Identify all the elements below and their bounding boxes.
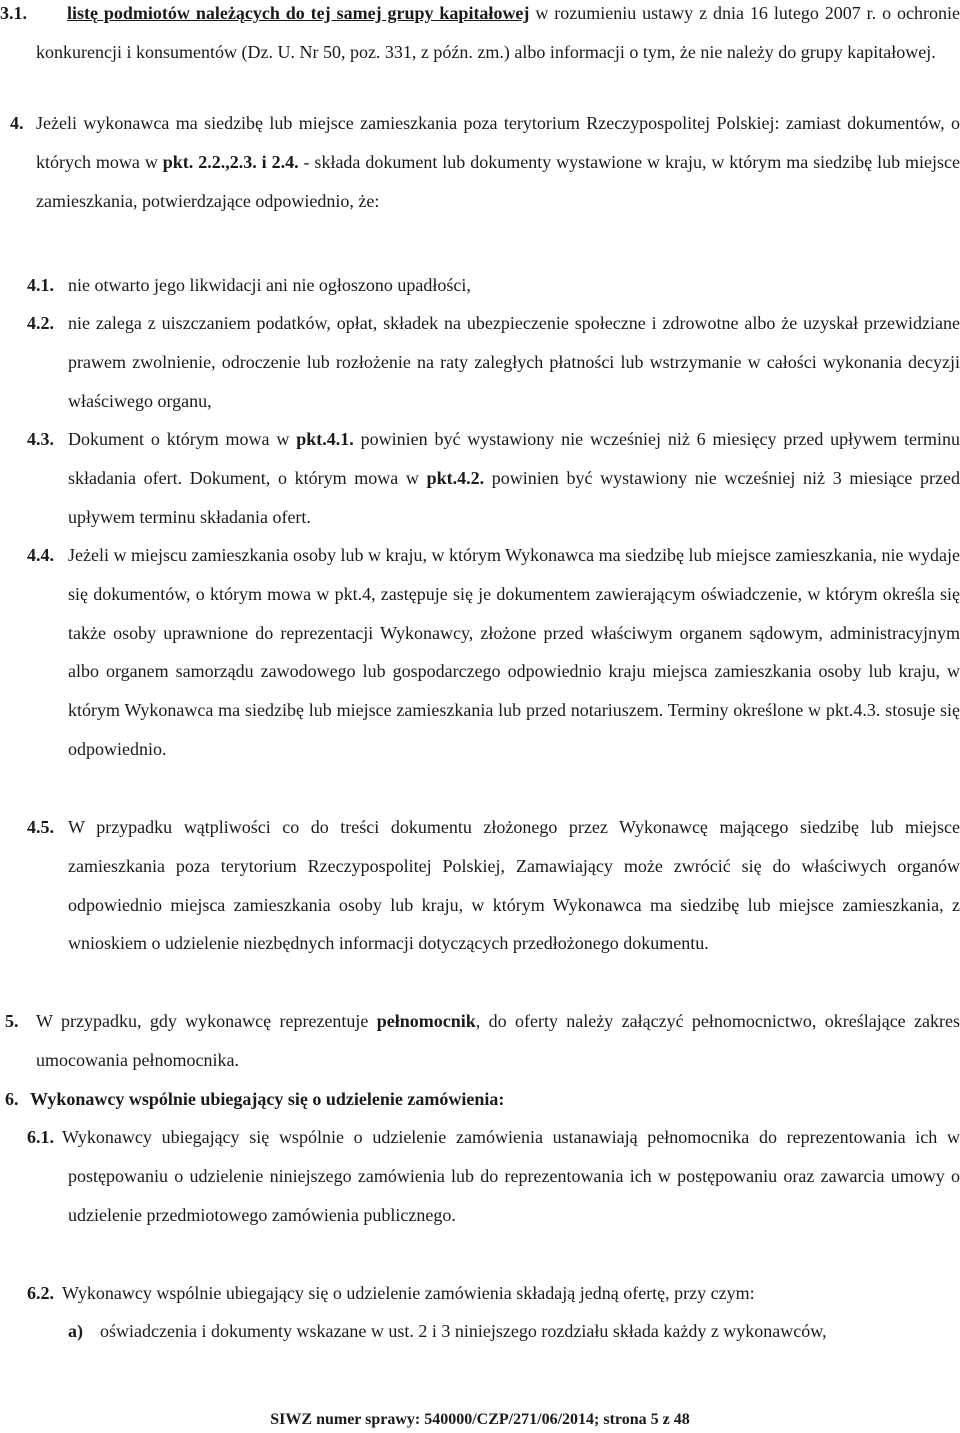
section-number-4-1: 4.1.: [27, 275, 54, 295]
section-4-2: nie zalega z uiszczaniem podatków, opłat, składek na ubezpieczenie społeczne i zdrowotne albo że uzyskał przewidziane prawem zwolnienie, odroczenie lub rozłożenie na raty zaległych płatności lub wstrzymanie w całości wykonania decyzji właściwego organu,: [68, 313, 960, 411]
section-4-5: W przypadku wątpliwości co do treści dokumentu złożonego przez Wykonawcę mającego siedzibę lub miejsce zamieszkania poza terytorium Rzeczypospolitej Polskiej, Zamawiający może zwrócić się do właściwych organów odpowiednio miejsca zamieszkania osoby lub kraju, w którym Wykonawca ma siedzibę lub miejsce zamieszkania, z wnioskiem o udzielenie niezbędnych informacji dotyczących przedłożonego dokumentu.: [68, 817, 960, 954]
section-number-6-1: 6.1.: [27, 1127, 54, 1147]
section-5: W przypadku, gdy wykonawcę reprezentuje pełnomocnik, do oferty należy załączyć pełnomocnictwo, określające zakres umocowania pełnomocnika.: [36, 1011, 960, 1070]
section-number-6-2: 6.2.: [27, 1283, 54, 1303]
section-number-4: 4.: [10, 113, 24, 133]
section-number-4-5: 4.5.: [27, 817, 54, 837]
section-4-4: Jeżeli w miejscu zamieszkania osoby lub w kraju, w którym Wykonawca ma siedzibę lub miejsce zamieszkania, nie wydaje się dokumentów, o którym mowa w pkt.4, zastępuje się je dokumentem zawierającym oświadczenie, w którym określa się także osoby uprawnione do reprezentacji Wykonawcy, złożone przed właściwym organem sądowym, administracyjnym albo organem samorządu zawodowego lub gospodarczego odpowiednio kraju miejsca zamieszkania osoby lub kraju, w którym Wykonawca ma siedzibę lub miejsce zamieszkania lub przed notariuszem. Terminy określone w pkt.4.3. stosuje się odpowiednio.: [68, 545, 960, 759]
proxy-term: pełnomocnik: [376, 1011, 476, 1031]
section-number-5: 5.: [5, 1011, 19, 1031]
section-4-3: Dokument o którym mowa w pkt.4.1. powinien być wystawiony nie wcześniej niż 6 miesięcy przed upływem terminu składania ofert. Dokument, o którym mowa w pkt.4.2. powinien być wystawiony nie wcześniej niż 3 miesiące przed upływem terminu składania ofert.: [68, 429, 960, 527]
section-4-1: nie otwarto jego likwidacji ani nie ogłoszono upadłości,: [68, 275, 471, 295]
capital-group-link[interactable]: listę podmiotów należących do tej samej grupy kapitałowej: [67, 3, 530, 23]
section-number-3-1: 3.1.: [0, 3, 27, 23]
section-number-4-3: 4.3.: [27, 429, 54, 449]
item-a: oświadczenia i dokumenty wskazane w ust. 2 i 3 niniejszego rozdziału składa każdy z wykonawców,: [100, 1321, 827, 1341]
section-number-4-2: 4.2.: [27, 313, 54, 333]
section-6-2: Wykonawcy wspólnie ubiegający się o udzielenie zamówienia składają jedną ofertę, przy czym:: [62, 1283, 755, 1303]
section-4-reference: pkt. 2.2.,2.3. i 2.4.: [162, 151, 299, 172]
section-4: Jeżeli wykonawca ma siedzibę lub miejsce zamieszkania poza terytorium Rzeczypospolitej Polskiej: zamiast dokumentów, o których mowa w pkt. 2.2.,2.3. i 2.4. - składa dokument lub dokumenty wystawione w kraju, w którym ma siedzibę lub miejsce zamieszkania, potwierdzające odpowiednio, że:: [36, 113, 960, 211]
item-a-label: a): [68, 1321, 83, 1341]
page-footer: SIWZ numer sprawy: 540000/CZP/271/06/2014; strona 5 z 48: [270, 1411, 690, 1428]
reference-pkt-4-1: pkt.4.1.: [296, 429, 354, 449]
section-number-4-4: 4.4.: [27, 545, 54, 565]
section-number-6: 6.: [5, 1089, 19, 1109]
section-6-1: Wykonawcy ubiegający się wspólnie o udzielenie zamówienia ustanawiają pełnomocnika do reprezentowania ich w postępowaniu o udzielenie niniejszego zamówienia lub do reprezentowania ich w postępowaniu oraz zawarcia umowy o udzielenie przedmiotowego zamówienia publicznego.: [62, 1127, 960, 1225]
reference-pkt-4-2: pkt.4.2.: [426, 467, 485, 488]
section-3-1: listę podmiotów należących do tej samej grupy kapitałowej w rozumieniu ustawy z dnia 16 lutego 2007 r. o ochronie konkurencji i konsumentów (Dz. U. Nr 50, poz. 331, z późn. zm.) albo informacji o tym, że nie należy do grupy kapitałowej.: [36, 3, 960, 62]
section-6-title: Wykonawcy wspólnie ubiegający się o udzielenie zamówienia:: [30, 1089, 505, 1109]
